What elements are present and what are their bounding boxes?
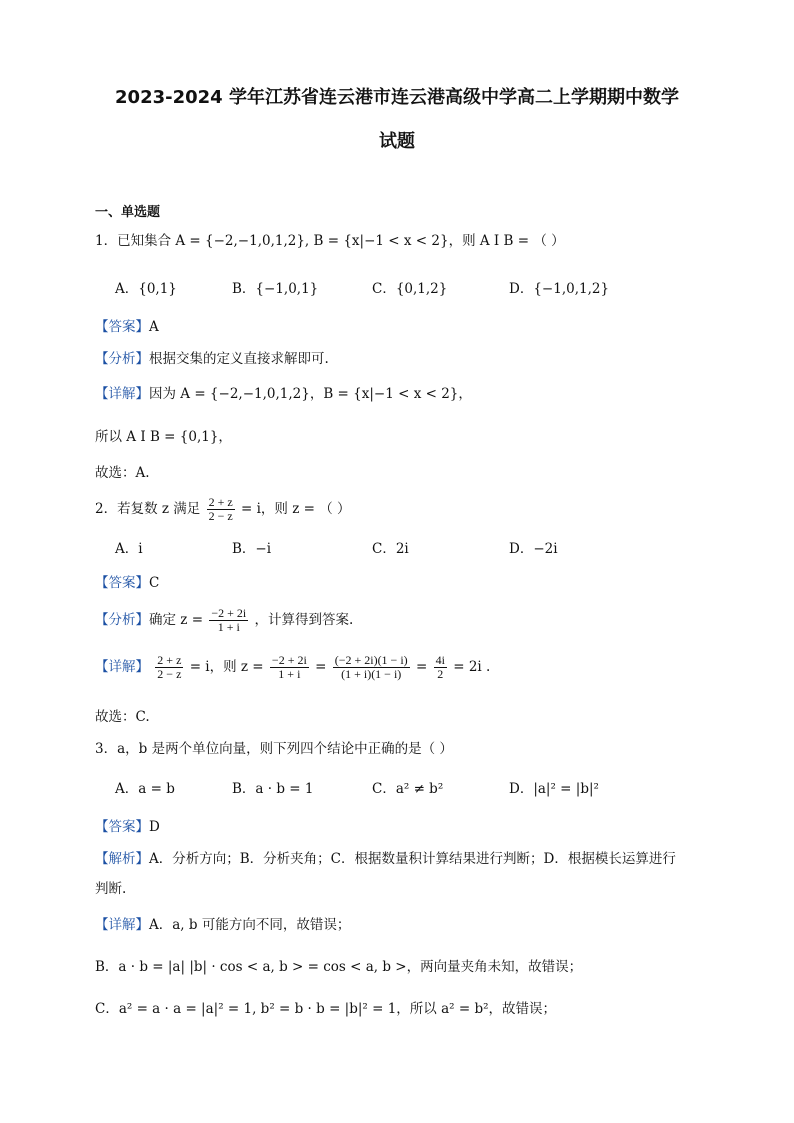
fraction-denominator: 2 − z: [208, 509, 233, 523]
detail-result: = 2i .: [453, 659, 491, 675]
question-3-option-a: A．a = b: [115, 781, 175, 797]
equals-sign: =: [415, 659, 428, 675]
question-2-stem-prefix: 2．若复数 z 满足: [95, 501, 201, 517]
question-2-detail: [95, 650, 490, 684]
fraction-denominator: (1 + i)(1 − i): [341, 667, 402, 681]
question-1-choice: 故选：A.: [95, 465, 150, 481]
question-3-detail-2: B．a · b = |a| |b| · cos < a, b > = cos < a, b >，两向量夹角未知，故错误；: [95, 959, 583, 975]
question-3-option-d: D．|a|² = |b|²: [509, 781, 599, 797]
detail-fraction-1: [155, 654, 183, 681]
fraction-numerator: 2 + z: [157, 653, 182, 667]
question-2-option-c: C．2i: [372, 541, 409, 557]
question-2-stem-suffix: = i，则 z = （ ）: [240, 501, 351, 517]
fraction-numerator: −2 + 2i: [271, 653, 307, 667]
question-3-option-b: B．a · b = 1: [232, 781, 314, 797]
detail-fraction-3: [333, 654, 410, 681]
question-3-detail-3: C．a² = a · a = |a|² = 1, b² = b · b = |b|² = 1，所以 a² = b²，故错误；: [95, 1001, 557, 1017]
analysis-suffix: ，计算得到答案.: [254, 612, 354, 628]
fraction-denominator: 2 − z: [157, 667, 182, 681]
question-1-analysis: 【分析】根据交集的定义直接求解即可.: [95, 351, 329, 367]
page-title: 2023-2024 学年江苏省连云港市连云港高级中学高二上学期期中数学: [115, 87, 679, 108]
question-1-detail-1: 【详解】因为 A = {−2,−1,0,1,2}，B = {x|−1 < x < 2}，: [95, 386, 472, 402]
question-2-stem: [95, 492, 351, 526]
section-heading: 一、单选题: [95, 205, 161, 220]
detail-fraction-2: [270, 654, 309, 681]
fraction-denominator: 2: [437, 667, 444, 681]
question-3-analysis-2: 判断.: [95, 881, 127, 897]
equals-sign: =: [315, 659, 327, 675]
detail-text: = i，则 z =: [189, 659, 264, 675]
fraction-denominator: 1 + i: [278, 667, 301, 681]
question-2-option-b: B．−i: [232, 541, 272, 557]
question-2-option-a: A．i: [115, 541, 143, 557]
question-2-stem-fraction: [207, 496, 235, 523]
fraction-numerator: −2 + 2i: [211, 606, 247, 620]
question-3-stem: 3．a，b 是两个单位向量，则下列四个结论中正确的是（ ）: [95, 741, 453, 757]
fraction-denominator: 1 + i: [217, 620, 240, 634]
question-1-option-a: A．{0,1}: [115, 281, 177, 297]
analysis-fraction: [209, 607, 248, 634]
fraction-numerator: 4i: [435, 653, 445, 667]
question-3-answer: 【答案】D: [95, 819, 160, 835]
page-title-continued: 试题: [379, 131, 415, 152]
detail-tag: 【详解】: [95, 659, 149, 675]
question-1-option-c: C．{0,1,2}: [372, 281, 448, 297]
fraction-numerator: (−2 + 2i)(1 − i): [334, 653, 408, 667]
question-1-detail-2: 所以 A I B = {0,1}，: [95, 429, 232, 445]
question-3-analysis-1: 【解析】A．分析方向；B．分析夹角；C．根据数量积计算结果进行判断；D．根据模长运算进行: [95, 851, 676, 867]
detail-fraction-4: [434, 654, 447, 681]
question-1-stem: 1．已知集合 A = {−2,−1,0,1,2}, B = {x|−1 < x < 2}，则 A I B = （ ）: [95, 233, 565, 249]
question-1-option-b: B．{−1,0,1}: [232, 281, 319, 297]
question-2-choice: 故选：C.: [95, 709, 150, 725]
analysis-prefix: 【分析】确定 z =: [95, 612, 204, 628]
question-3-option-c: C．a² ≠ b²: [372, 781, 444, 797]
question-2-option-d: D．−2i: [509, 541, 558, 557]
question-1-option-d: D．{−1,0,1,2}: [509, 281, 610, 297]
question-1-answer: 【答案】A: [95, 319, 159, 335]
question-3-detail-1: 【详解】A．a, b 可能方向不同，故错误；: [95, 917, 351, 933]
fraction-numerator: 2 + z: [208, 495, 233, 509]
question-2-analysis: [95, 603, 353, 637]
question-2-answer: 【答案】C: [95, 575, 160, 591]
